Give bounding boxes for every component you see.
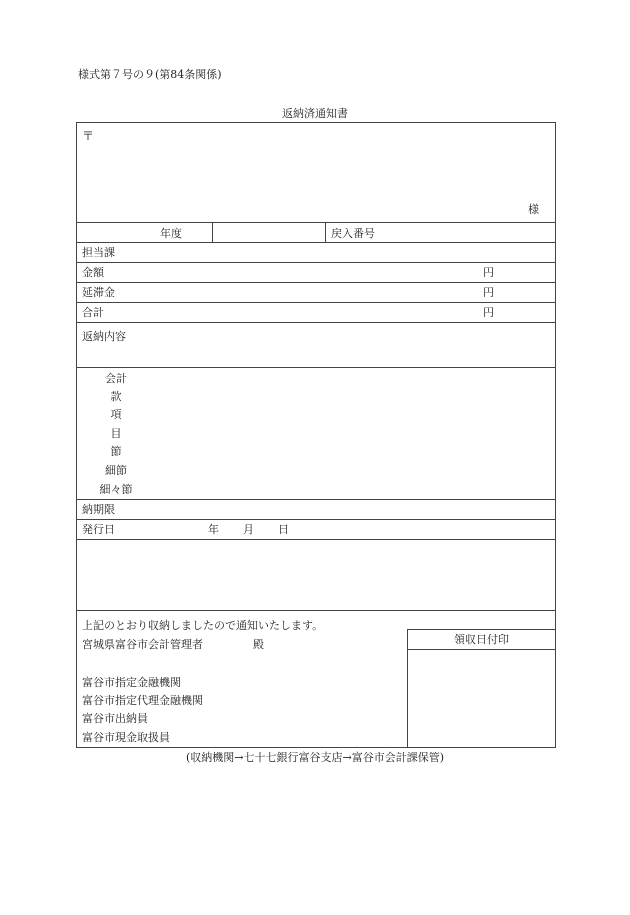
divider bbox=[76, 367, 556, 368]
late-fee-yen: 円 bbox=[483, 286, 494, 299]
issue-date-label: 発行日 bbox=[82, 523, 115, 536]
deadline-label: 納期限 bbox=[82, 503, 115, 516]
divider bbox=[76, 610, 556, 611]
form-number: 様式第７号の９(第84条関係) bbox=[78, 68, 222, 81]
receipt-stamp-label: 領収日付印 bbox=[454, 633, 509, 646]
recipient-designated-bank: 富谷市指定金融機関 bbox=[82, 676, 181, 689]
recipient-cashier: 富谷市出納員 bbox=[82, 712, 148, 725]
divider bbox=[76, 519, 556, 520]
issue-month-label: 月 bbox=[243, 523, 254, 536]
divider bbox=[76, 222, 556, 223]
divider bbox=[76, 302, 556, 303]
total-yen: 円 bbox=[483, 306, 494, 319]
amount-yen: 円 bbox=[483, 266, 494, 279]
late-fee-label: 延滞金 bbox=[82, 286, 115, 299]
refund-content-label: 返納内容 bbox=[82, 330, 126, 343]
divider bbox=[76, 282, 556, 283]
account-code-moku: 目 bbox=[110, 427, 122, 440]
divider bbox=[407, 649, 556, 650]
postal-mark: 〒 bbox=[82, 129, 95, 143]
amount-label: 金額 bbox=[82, 266, 104, 279]
account-code-kaikei: 会計 bbox=[105, 372, 127, 385]
account-code-setsu: 節 bbox=[110, 445, 122, 458]
divider bbox=[76, 242, 556, 243]
refund-number-label: 戻入番号 bbox=[331, 227, 375, 240]
footer-note: (収納機関→七十七銀行富谷支店→富谷市会計課保管) bbox=[185, 751, 444, 764]
treasurer-name: 宮城県富谷市会計管理者 bbox=[82, 638, 203, 651]
issue-day-label: 日 bbox=[278, 523, 289, 536]
recipient-cash-handler: 富谷市現金取扱員 bbox=[82, 731, 170, 744]
issue-year-label: 年 bbox=[208, 523, 219, 536]
account-code-kou: 項 bbox=[110, 408, 122, 421]
divider bbox=[76, 322, 556, 323]
account-code-kan: 款 bbox=[110, 390, 122, 403]
honorific-sama: 様 bbox=[528, 203, 539, 216]
divider bbox=[76, 499, 556, 500]
honorific-dono: 殿 bbox=[253, 638, 264, 651]
account-code-saisetsu: 細節 bbox=[105, 464, 127, 477]
divider bbox=[325, 222, 326, 242]
year-label: 年度 bbox=[160, 227, 182, 240]
recipient-agent-bank: 富谷市指定代理金融機関 bbox=[82, 694, 203, 707]
divider bbox=[76, 262, 556, 263]
notice-message: 上記のとおり収納しましたので通知いたします。 bbox=[82, 619, 324, 632]
total-label: 合計 bbox=[82, 306, 104, 319]
divider bbox=[212, 222, 213, 242]
department-label: 担当課 bbox=[82, 246, 115, 259]
account-code-saisaisetsu: 細々節 bbox=[99, 483, 133, 496]
divider bbox=[76, 539, 556, 540]
document-title: 返納済通知書 bbox=[282, 107, 348, 120]
